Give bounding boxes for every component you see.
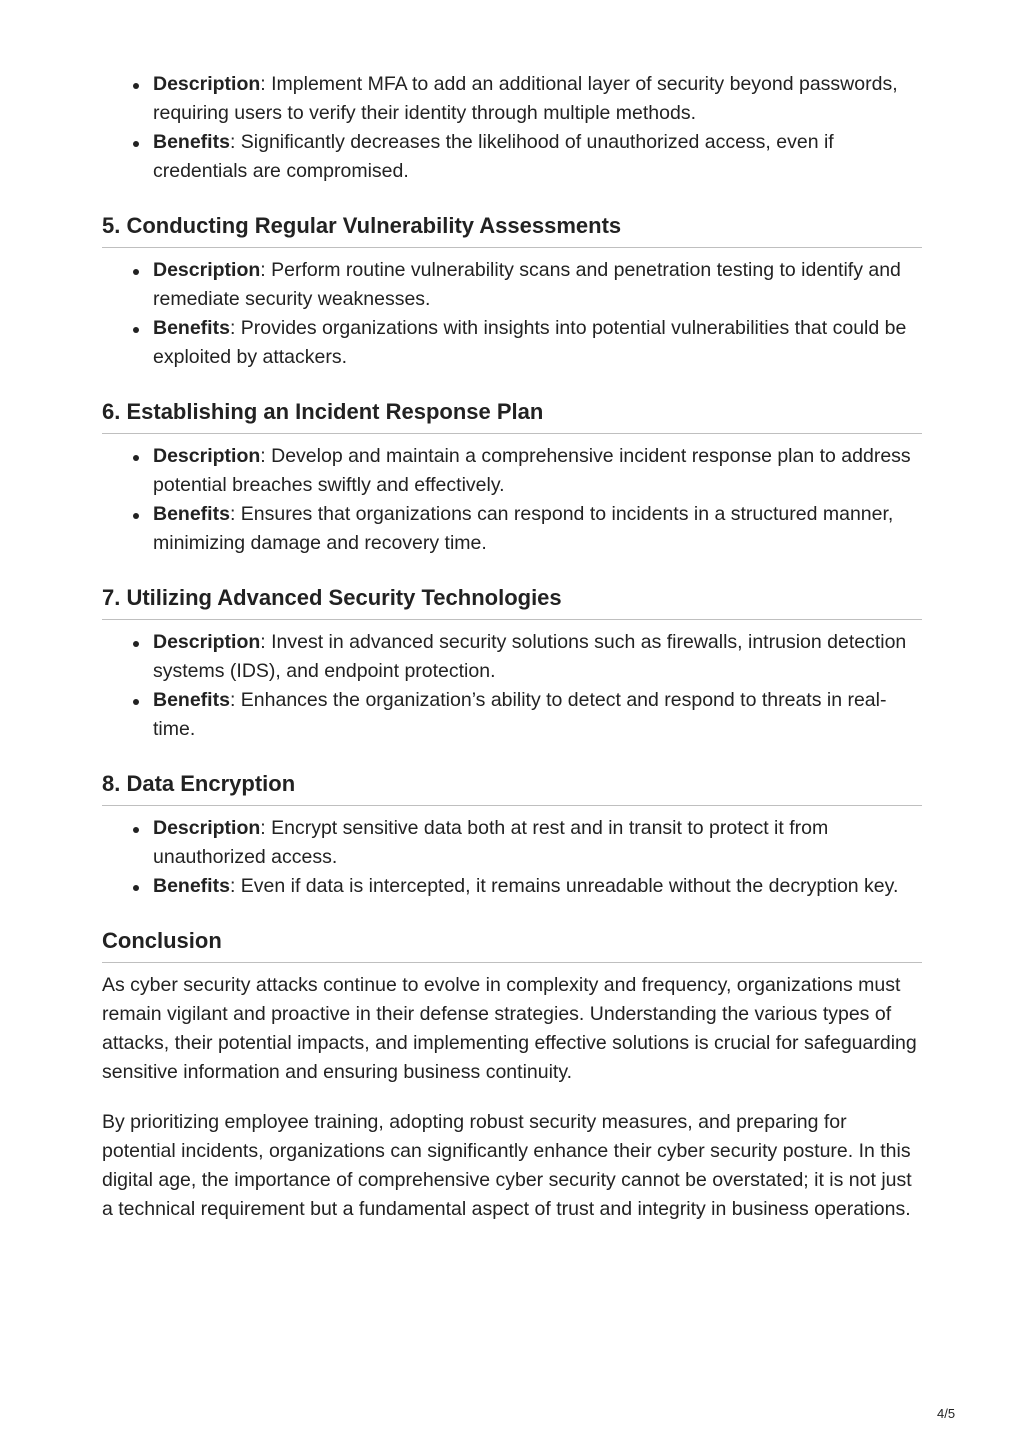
item-label: Benefits [153, 875, 230, 897]
item-text: : Implement MFA to add an additional layer of security beyond passwords, requiring users to verify their identity through multiple methods. [153, 73, 898, 124]
item-label: Description [153, 817, 261, 839]
section-list [102, 442, 922, 558]
section-list [102, 814, 922, 901]
section-incident-response [102, 397, 922, 558]
item-label: Description [153, 259, 261, 281]
item-text: : Encrypt sensitive data both at rest and in transit to protect it from unauthorized access. [153, 817, 829, 868]
list-item [102, 256, 922, 314]
section-vulnerability-assessments [102, 211, 922, 372]
item-text: : Enhances the organization’s ability to detect and respond to threats in real-time. [153, 689, 887, 740]
item-text: : Perform routine vulnerability scans and penetration testing to identify and remediate security weaknesses. [153, 259, 901, 310]
section-heading: 8. Data Encryption [102, 769, 922, 806]
item-text: : Significantly decreases the likelihood of unauthorized access, even if credentials are compromised. [153, 131, 834, 182]
section-advanced-technologies [102, 583, 922, 744]
list-item [102, 500, 922, 558]
item-label: Description [153, 73, 261, 95]
list-item [102, 314, 922, 372]
item-label: Benefits [153, 131, 230, 153]
section-heading: 5. Conducting Regular Vulnerability Assessments [102, 211, 922, 248]
conclusion-heading: Conclusion [102, 926, 922, 963]
page-number: 4/5 [937, 1406, 956, 1421]
section-heading: 7. Utilizing Advanced Security Technologies [102, 583, 922, 620]
section-list [102, 628, 922, 744]
conclusion-paragraph: As cyber security attacks continue to evolve in complexity and frequency, organizations must remain vigilant and proactive in their defense strategies. Understanding the various types of attacks, their potential impacts, and implementing effective solutions is crucial for safeguarding sensitive information and ensuring business continuity. [102, 974, 917, 1083]
document-page [102, 70, 922, 1224]
intro-list [102, 70, 922, 186]
item-label: Benefits [153, 503, 230, 525]
item-text: : Ensures that organizations can respond to incidents in a structured manner, minimizing damage and recovery time. [153, 503, 894, 554]
item-text: : Provides organizations with insights into potential vulnerabilities that could be exploited by attackers. [153, 317, 907, 368]
list-item [102, 442, 922, 500]
list-item [102, 814, 922, 872]
list-item [102, 872, 922, 901]
section-conclusion [102, 926, 922, 1224]
list-item [102, 686, 922, 744]
item-text: : Even if data is intercepted, it remains unreadable without the decryption key. [229, 875, 899, 897]
section-list [102, 256, 922, 372]
section-data-encryption [102, 769, 922, 901]
list-item [102, 628, 922, 686]
item-text: : Invest in advanced security solutions such as firewalls, intrusion detection systems (IDS), and endpoint protection. [153, 631, 907, 682]
list-item [102, 128, 922, 186]
item-label: Benefits [153, 317, 230, 339]
item-label: Benefits [153, 689, 230, 711]
section-heading: 6. Establishing an Incident Response Plan [102, 397, 922, 434]
list-item [102, 70, 922, 128]
conclusion-paragraph: By prioritizing employee training, adopting robust security measures, and preparing for potential incidents, organizations can significantly enhance their cyber security posture. In this digital age, the importance of comprehensive cyber security cannot be overstated; it is not just a technical requirement but a fundamental aspect of trust and integrity in business operations. [102, 1111, 912, 1220]
item-text: : Develop and maintain a comprehensive incident response plan to address potential breaches swiftly and effectively. [153, 445, 911, 496]
item-label: Description [153, 445, 261, 467]
item-label: Description [153, 631, 261, 653]
